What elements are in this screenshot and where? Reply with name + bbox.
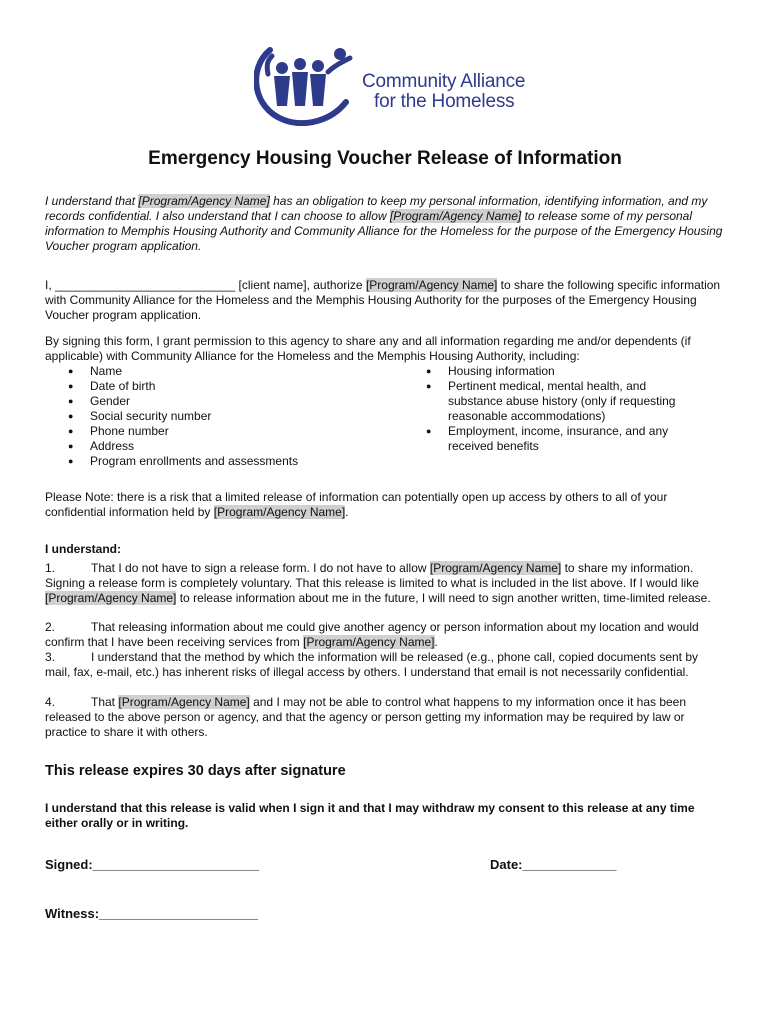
understand-item-4 (45, 695, 725, 740)
agency-name-field[interactable]: [Program/Agency Name] (429, 561, 562, 575)
agency-name-field[interactable]: [Program/Agency Name] (365, 278, 498, 292)
note-text-a: Please Note: there is a risk that a limited release of information can potentially open up access by others to all of your confidential information held by (45, 490, 668, 519)
authorize-text-b: to share the following specific information with Community Alliance for the Homeless and the Memphis Housing Authority for the purposes of the Emergency Housing Voucher program application. (45, 278, 721, 322)
witness-line[interactable]: Witness:______________________ (45, 906, 259, 921)
note-text-b: . (345, 505, 349, 519)
expiration-heading: This release expires 30 days after signature (45, 763, 346, 779)
list-item: ● Program enrollments and assessments (68, 454, 388, 469)
organization-logo (254, 44, 524, 126)
item-text: That releasing information about me could give another agency or person information about my location and would confirm that I have been receiving services from (45, 620, 699, 649)
list-item: ● Phone number (68, 424, 388, 439)
understand-item-2 (45, 620, 725, 650)
permission-paragraph: By signing this form, I grant permission to this agency to share any and all information regarding me and/or dependents (if applicable) with Community Alliance for the Homeless and the Memphis Housing Authority, including: (45, 334, 691, 363)
agency-name-field[interactable]: [Program/Agency Name] (138, 194, 270, 208)
intro-text-c: to release some of my personal information to Memphis Housing Authority and Community Alliance for the Homeless for the purpose of the Emergency Housing Voucher program application. (45, 209, 723, 253)
item-number: 1. (45, 561, 56, 575)
agency-name-field[interactable]: [Program/Agency Name] (118, 695, 250, 709)
signature-line[interactable]: Signed:_______________________ (45, 857, 259, 872)
list-item: ● Housing information (426, 364, 696, 379)
intro-paragraph (45, 194, 725, 254)
intro-text-a: I understand that (45, 194, 139, 208)
agency-name-field[interactable]: [Program/Agency Name] (213, 505, 346, 519)
list-item: ● Pertinent medical, mental health, and substance abuse history (only if requesting reasonable accommodations) (426, 379, 696, 424)
understand-heading: I understand: (45, 542, 122, 556)
logo-text-line1: Community Alliance (362, 71, 526, 92)
agency-name-field[interactable]: [Program/Agency Name] (303, 635, 435, 649)
list-item: ● Address (68, 439, 388, 454)
intro-text-b: has an obligation to keep my personal information, identifying information, and my records confidential. I also understand that I can choose to allow (45, 194, 708, 223)
item-text: I understand that the method by which the information will be released (e.g., phone call, copied documents sent by mail, fax, e-mail, etc.) has inherent risks of illegal access by others. I understand that email is not necessarily confidential. (45, 650, 699, 679)
item-text: and I may not be able to control what happens to my information once it has been released to the above person or agency, and that the agency or person getting my information may be required by law or practice to share it with others. (45, 695, 687, 739)
item-text: to release information about me in the future, I will need to sign another written, time-limited release. (176, 591, 711, 605)
authorize-text-a: I, ___________________________ [client name], authorize (45, 278, 366, 292)
logo-figures-icon (254, 44, 359, 126)
list-item: ● Employment, income, insurance, and any received benefits (426, 424, 696, 454)
agency-name-field[interactable]: [Program/Agency Name] (45, 591, 177, 605)
agency-name-field[interactable]: [Program/Agency Name] (389, 209, 522, 223)
list-item: ● Name (68, 364, 388, 379)
understand-item-1 (45, 561, 725, 606)
info-list-left (68, 364, 388, 469)
item-text: to share my information. Signing a release form is completely voluntary. That this release is limited to what is included in the list above. If I would like (45, 561, 699, 590)
list-item: ● Date of birth (68, 379, 388, 394)
understand-item-3 (45, 650, 725, 680)
date-line[interactable]: Date:_____________ (490, 857, 617, 872)
list-item: ● Social security number (68, 409, 388, 424)
logo-text-line2: for the Homeless (374, 91, 515, 112)
item-number: 3. (45, 650, 56, 664)
validity-statement: I understand that this release is valid when I sign it and that I may withdraw my consent to this release at any time either orally or in writing. (45, 801, 695, 830)
page-title: Emergency Housing Voucher Release of Information (148, 148, 622, 169)
info-list-right (426, 364, 696, 454)
item-text: . (434, 635, 438, 649)
note-paragraph (45, 490, 725, 520)
item-number: 2. (45, 620, 56, 634)
item-number: 4. (45, 695, 56, 709)
item-text: That (91, 695, 119, 709)
authorize-paragraph (45, 278, 725, 323)
item-text: That I do not have to sign a release form. I do not have to allow (91, 561, 430, 575)
list-item: ● Gender (68, 394, 388, 409)
